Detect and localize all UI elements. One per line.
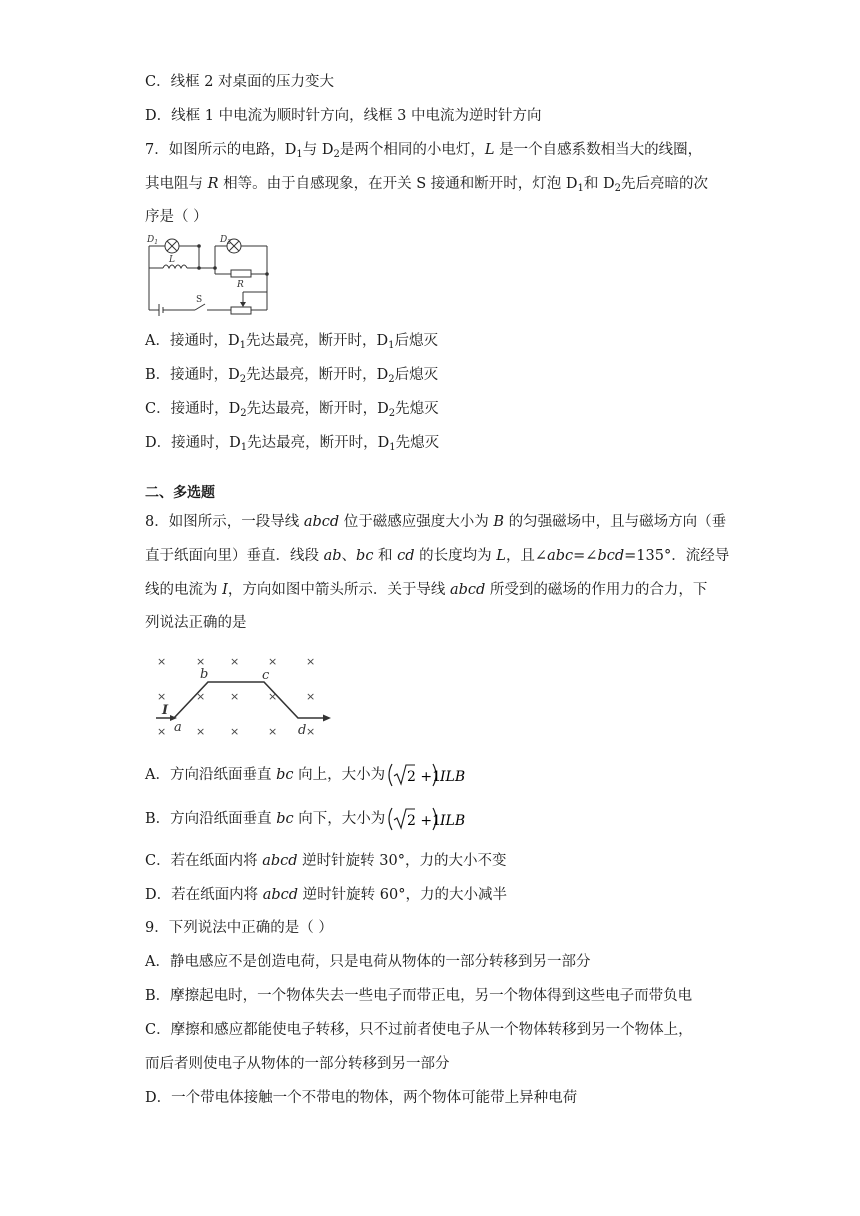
field-cross: × [157, 725, 167, 738]
q7-option-c: C．接通时，$D_2$先达最亮，断开时，$D_2$先熄灭 [145, 401, 439, 419]
q8-stem-line4: 列说法正确的是 [145, 615, 247, 631]
q8-stem-line1: 8．如图所示，一段导线 abcd 位于磁感应强度大小为 B 的匀强磁场中，且与磁场方向（垂 [145, 514, 727, 530]
field-cross: × [196, 725, 206, 738]
point-c-label: c [262, 668, 270, 683]
current-label: I [162, 703, 169, 718]
resistor-label: R [237, 280, 244, 290]
q7-option-a: A．接通时，$D_1$先达最亮，断开时，$D_1$后熄灭 [145, 333, 438, 351]
svg-text:2 +1: 2 +1 [407, 813, 442, 829]
q8-option-d: D．若在纸面内将 abcd 逆时针旋转 60°，力的大小减半 [145, 887, 507, 903]
q7-stem-line1: 7．如图所示的电路，$D_1$与 $D_2$是两个相同的小电灯，L 是一个自感系数相当大的线圈， [145, 142, 703, 160]
q8-option-b: B．方向沿纸面垂直 bc 向下，大小为 2 +1 ILB [145, 806, 477, 832]
q8-option-a: A．方向沿纸面垂直 bc 向上，大小为 2 +1 ILB [145, 762, 477, 788]
q6-option-d: D．线框 1 中电流为顺时针方向，线框 3 中电流为逆时针方向 [145, 108, 542, 124]
inductor-label: L [169, 255, 175, 265]
field-cross: × [230, 655, 240, 668]
field-cross: × [306, 690, 316, 703]
q7-circuit-diagram [143, 232, 275, 322]
sqrt-expression [385, 806, 477, 832]
section-title-multiple-choice: 二、多选题 [145, 485, 215, 501]
field-cross: × [306, 725, 316, 738]
svg-text:ILB: ILB [440, 769, 466, 785]
field-cross: × [157, 690, 167, 703]
field-cross: × [230, 690, 240, 703]
field-cross: × [268, 725, 278, 738]
q9-option-c-line2: 而后者则使电子从物体的一部分转移到另一部分 [145, 1056, 450, 1072]
q8-stem-line3: 线的电流为 I，方向如图中箭头所示．关于导线 abcd 所受到的磁场的作用力的合力，下 [145, 582, 708, 598]
switch-label: S [196, 295, 203, 305]
q8-wire-diagram [150, 648, 338, 742]
q7-option-b: B．接通时，$D_2$先达最亮，断开时，$D_2$后熄灭 [145, 367, 439, 385]
d2-label: $D_2$ [220, 235, 232, 246]
field-cross: × [268, 690, 278, 703]
sqrt-expression [385, 762, 477, 788]
d1-label: $D_1$ [147, 235, 159, 246]
point-d-label: d [298, 723, 307, 738]
field-cross: × [196, 690, 206, 703]
q9-stem: 9．下列说法中正确的是（ ） [145, 920, 333, 936]
q9-option-b: B．摩擦起电时，一个物体失去一些电子而带正电，另一个物体得到这些电子而带负电 [145, 988, 693, 1004]
field-cross: × [196, 655, 206, 668]
field-cross: × [268, 655, 278, 668]
q7-stem-line2: 其电阻与 R 相等。由于自感现象，在开关 S 接通和断开时，灯泡 $D_1$和 $D_2$先后亮暗的次 [145, 176, 709, 194]
q6-option-c: C．线框 2 对桌面的压力变大 [145, 74, 335, 90]
field-cross: × [230, 725, 240, 738]
point-a-label: a [174, 720, 182, 735]
field-cross: × [306, 655, 316, 668]
q9-option-a: A．静电感应不是创造电荷，只是电荷从物体的一部分转移到另一部分 [145, 954, 591, 970]
field-cross: × [157, 655, 167, 668]
svg-text:2 +1: 2 +1 [407, 769, 442, 785]
q7-stem-line3: 序是（ ） [145, 209, 208, 225]
q9-option-c-line1: C．摩擦和感应都能使电子转移，只不过前者使电子从一个物体转移到另一个物体上， [145, 1022, 693, 1038]
q9-option-d: D．一个带电体接触一个不带电的物体，两个物体可能带上异种电荷 [145, 1090, 578, 1106]
svg-text:ILB: ILB [440, 813, 466, 829]
point-b-label: b [200, 667, 209, 682]
q8-option-c: C．若在纸面内将 abcd 逆时针旋转 30°，力的大小不变 [145, 853, 507, 869]
q8-stem-line2: 直于纸面向里）垂直．线段 ab、bc 和 cd 的长度均为 L，且∠abc=∠bcd=135°．流经导 [145, 548, 730, 564]
q7-option-d: D．接通时，$D_1$先达最亮，断开时，$D_1$先熄灭 [145, 435, 440, 453]
